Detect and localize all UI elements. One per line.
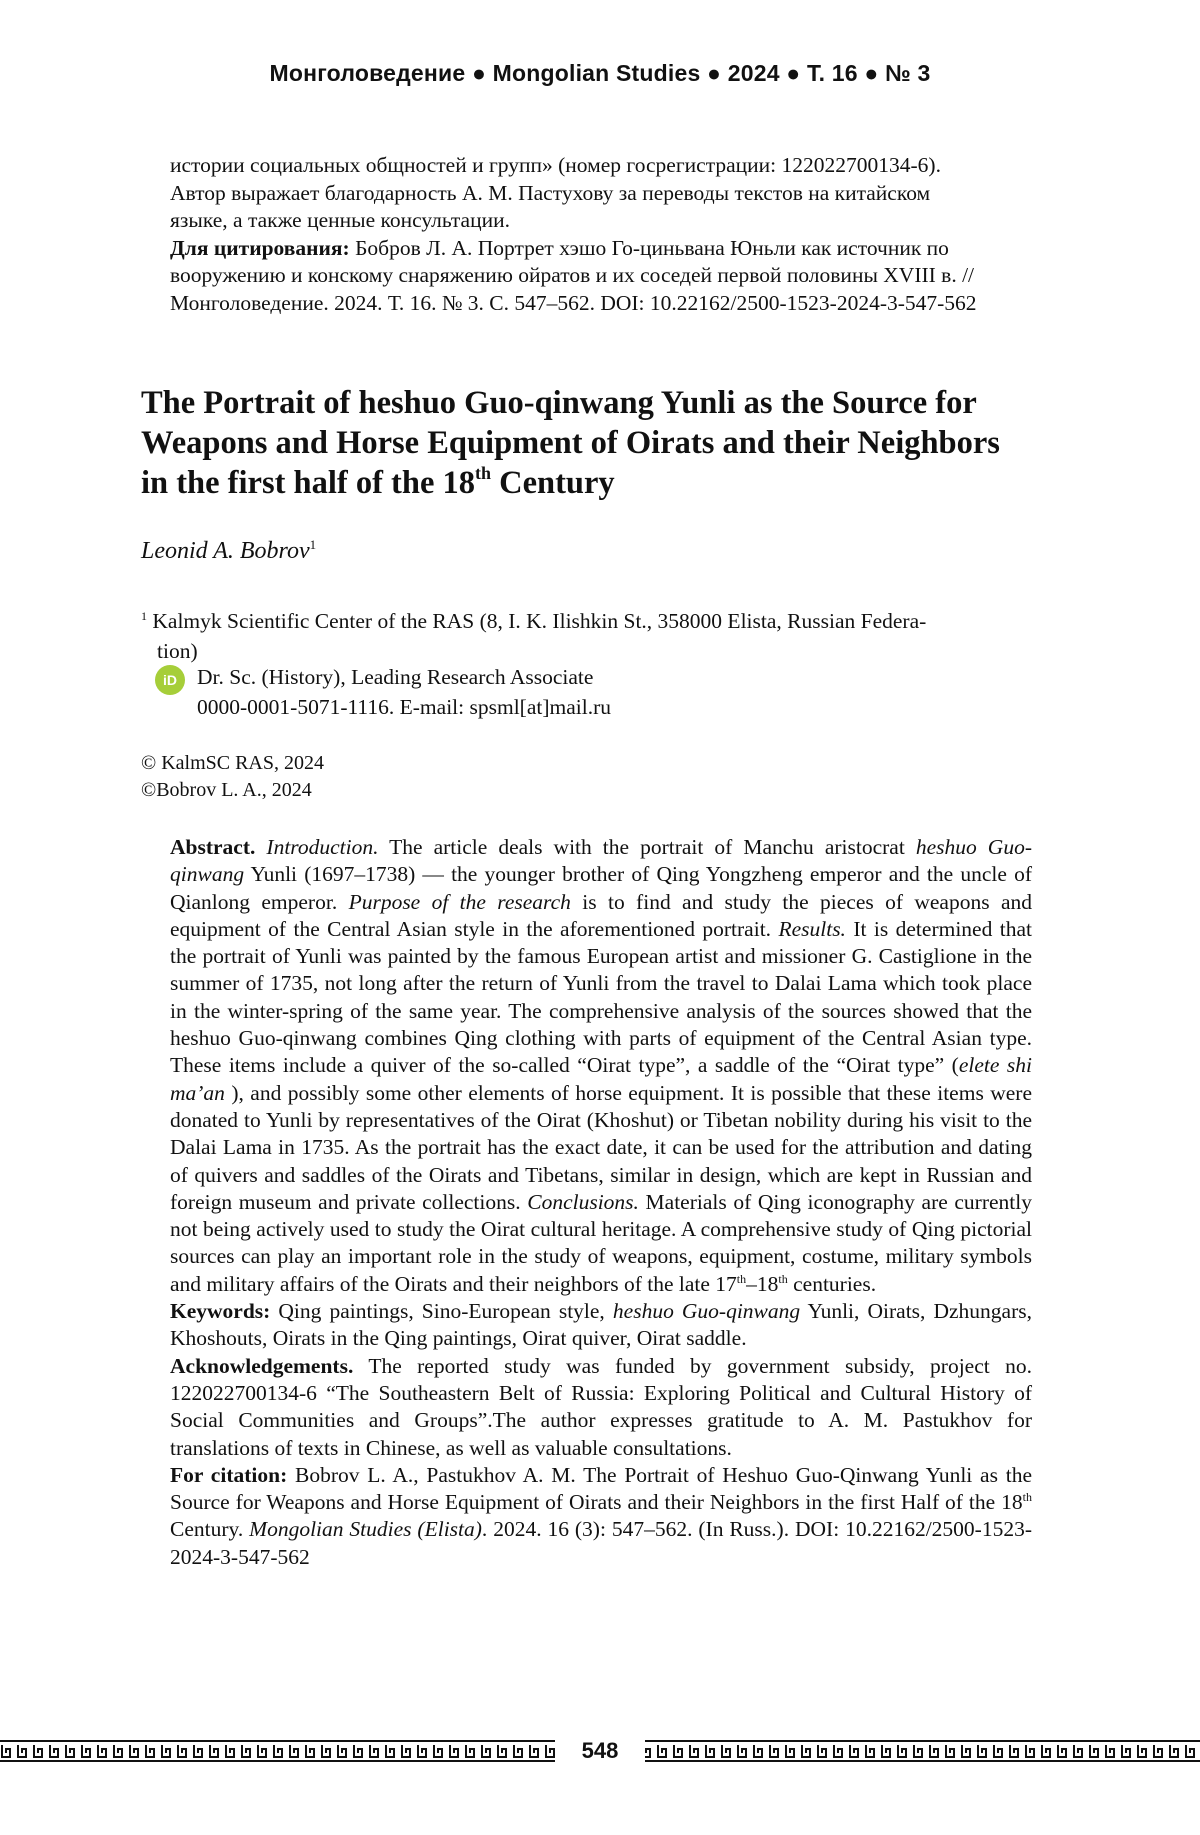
for-citation-text: Century. <box>170 1517 250 1542</box>
keywords-text: Qing paintings, Sino-European style, <box>270 1299 613 1324</box>
for-citation <box>170 1462 1032 1571</box>
abstract-section-label: Results. <box>778 916 846 941</box>
copyright-line: ©Bobrov L. A., 2024 <box>141 779 312 801</box>
author-contact: 0000-0001-5071-1116. E-mail: spsml[at]mail.ru <box>197 695 612 719</box>
russian-citation-text: Бобров Л. А. Портрет хэшо Го-циньвана Юньли как источник по вооружению и конскому снаряжению ойратов и их соседей первой половины XVIII в. // Монголоведение. 2024. Т. 16. № 3. С. 547–562. DOI: 10.22162/2500-1523-2024-3-547-562 <box>170 235 977 315</box>
acknowledgements-text: The reported study was funded by government subsidy, project no. 122022700134-6 “The Southeastern Belt of Russia: Exploring Political and Cultural History of Social Communities and Groups”.The author expresses gratitude to A. M. Pastukhov for translations of texts in Chinese, as well as valuable consultations. <box>170 1353 1032 1460</box>
keywords <box>170 1298 1032 1353</box>
title-line: The Portrait of heshuo Guo-qinwang Yunli as the Source for <box>141 385 977 421</box>
affiliation-mark: 1 <box>141 609 147 623</box>
for-citation-text: Bobrov L. A., Pastukhov A. M. The Portrait of Heshuo Guo-Qinwang Yunli as the Source for Weapons and Horse Equipment of Oirats and their Neighbors in the first Half of the 18 <box>170 1462 1032 1515</box>
keywords-term: heshuo Guo-qinwang <box>612 1299 801 1324</box>
for-citation-superscript: th <box>1022 1489 1032 1504</box>
title-line: in the first half of the 18 <box>141 465 475 501</box>
abstract-superscript: th <box>778 1271 788 1286</box>
acknowledgements <box>170 1353 1032 1462</box>
article-title <box>141 383 1081 503</box>
for-citation-text: . 2024. 16 (3): 547–562. (In Russ.). DOI: 10.22162/2500-1523-2024-3-547-562 <box>170 1517 1032 1569</box>
page-number: 548 <box>560 1737 640 1765</box>
abstract-superscript: th <box>736 1271 747 1286</box>
abstract-text: ), and possibly some other elements of horse equipment. It is possible that these items were donated to Yunli by representatives of the Oirat (Khoshut) or Tibetan nobility during his visit to the Dalai Lama in 1735. As the portrait has the exact date, it can be used for the attribution and dating of quivers and saddles of the Oirats and Tibetans, similar in design, which are kept in Russian and foreign museum and private collections. <box>170 1080 1032 1214</box>
keywords-text: Yunli, Oirats, Dzhungars, Khoshouts, Oirats in the Qing paintings, Oirat quiver, Oirat saddle. <box>170 1299 1032 1351</box>
author-credentials <box>197 662 611 722</box>
russian-acknowledgement-block <box>170 152 1032 317</box>
abstract-term: heshuo Guo-qinwang <box>170 835 1032 887</box>
russian-citation-label: Для цитирования: <box>170 235 350 260</box>
for-citation-label: For citation: <box>170 1462 288 1487</box>
author-affiliation-mark: 1 <box>309 537 317 552</box>
abstract-text: Materials of Qing iconography are currently not being actively used to study the Oirat cultural heritage. A comprehensive study of Qing pictorial sources can play an important role in the study of weapons, equipment, costume, military symbols and military affairs of the Oirats and their neighbors of the late 17 <box>170 1189 1032 1296</box>
intro-line: истории социальных общностей и групп» (номер госрегистрации: 122022700134-6). <box>170 153 941 177</box>
intro-line: языке, а также ценные консультации. <box>170 208 510 232</box>
abstract-label: Abstract. <box>170 835 256 859</box>
journal-name: Mongolian Studies (Elista) <box>249 1517 482 1542</box>
abstract-term: elete shi ma’an <box>170 1053 1032 1105</box>
title-line: Weapons and Horse Equipment of Oirats and their Neighbors <box>141 425 1000 461</box>
abstract-text: –18 <box>746 1271 779 1296</box>
abstract-text: centuries. <box>787 1271 877 1296</box>
abstract <box>170 834 1032 1298</box>
abstract-text: Yunli (1697–1738) — the younger brother of Qing Yongzheng emperor and the uncle of Qianlong emperor. <box>170 862 1032 914</box>
abstract-section-label: Introduction. <box>255 835 379 859</box>
abstract-text: The article deals with the portrait of Manchu aristocrat <box>378 835 916 859</box>
russian-citation <box>170 235 1032 318</box>
orcid-icon[interactable]: iD <box>155 665 185 695</box>
affiliation <box>141 601 1046 666</box>
author-position: Dr. Sc. (History), Leading Research Associate <box>197 665 594 689</box>
title-line-suffix: Century <box>491 465 615 501</box>
abstract-section-label: Conclusions. <box>527 1189 639 1214</box>
copyright <box>141 750 324 804</box>
author-name <box>141 537 316 565</box>
abstract-section-label: Purpose of the research <box>348 889 571 914</box>
acknowledgements-label: Acknowledgements. <box>170 1353 354 1378</box>
abstract-text: It is determined that the portrait of Yunli was painted by the famous European artist and missioner G. Castiglione in the summer of 1735, not long after the return of Yunli from the travel to Dalai Lama which took place in the winter-spring of the same year. The comprehensive analysis of the sources showed that the heshuo Guo-qinwang combines Qing clothing with parts of equipment of the Central Asian type. These items include a quiver of the so-called “Oirat type”, a saddle of the “Oirat type” ( <box>170 916 1032 1078</box>
author-name-text: Leonid A. Bobrov <box>141 538 310 564</box>
running-head: Монголоведение ● Mongolian Studies ● 2024 ● Т. 16 ● № 3 <box>269 60 931 86</box>
keywords-label: Keywords: <box>170 1299 271 1324</box>
title-superscript: th <box>475 463 492 484</box>
affiliation-line: Kalmyk Scientific Center of the RAS (8, I. K. Ilishkin St., 358000 Elista, Russian Federa- <box>147 609 927 633</box>
copyright-line: © KalmSC RAS, 2024 <box>141 752 324 774</box>
intro-line: Автор выражает благодарность А. М. Пастухову за переводы текстов на китайском <box>170 180 931 205</box>
abstract-text: is to find and study the pieces of weapons and equipment of the Central Asian style in the aforementioned portrait. <box>170 889 1032 941</box>
abstract-block <box>170 834 1032 1571</box>
affiliation-line: tion) <box>157 639 198 663</box>
